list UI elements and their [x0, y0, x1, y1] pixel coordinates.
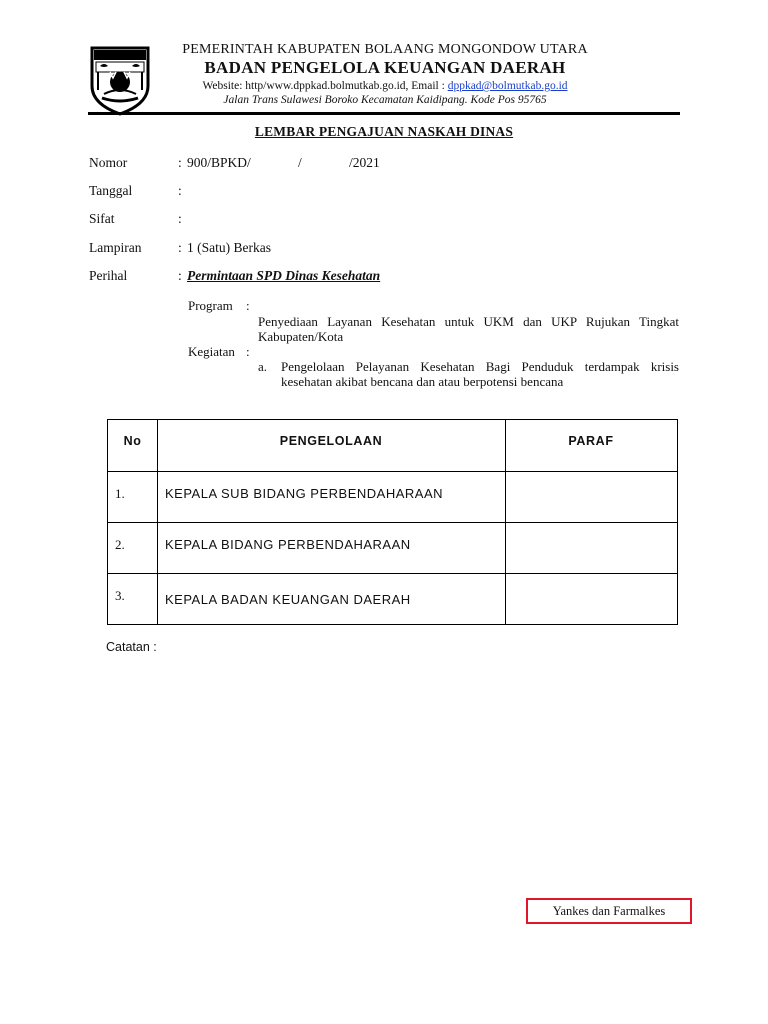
table-row-divider	[108, 573, 677, 574]
field-value-lampiran: 1 (Satu) Berkas	[187, 240, 271, 255]
agency-name: BADAN PENGELOLA KEUANGAN DAERAH	[204, 58, 566, 77]
website-text: Website: http/www.dppkad.bolmutkab.go.id, Email :	[202, 80, 448, 92]
header-divider	[88, 112, 680, 115]
table-row-divider	[108, 471, 677, 472]
field-label-lampiran: Lampiran	[89, 240, 142, 255]
table-row-pengelolaan: KEPALA SUB BIDANG PERBENDAHARAAN	[165, 486, 444, 501]
field-value-perihal: Permintaan SPD Dinas Kesehatan	[187, 268, 381, 283]
kegiatan-item-letter: a.	[258, 359, 268, 374]
field-label-nomor: Nomor	[89, 155, 128, 170]
email-link[interactable]: dppkad@bolmutkab.go.id	[447, 80, 568, 92]
column-header-pengelolaan: PENGELOLAAN	[279, 434, 383, 448]
field-colon: :	[178, 155, 182, 170]
contact-line	[160, 80, 610, 92]
table-row-pengelolaan: KEPALA BADAN KEUANGAN DAERAH	[165, 592, 411, 607]
column-header-paraf: PARAF	[568, 434, 614, 448]
field-colon: :	[178, 211, 182, 226]
column-header-no: No	[123, 434, 142, 448]
field-label-perihal: Perihal	[89, 268, 128, 283]
notes-label: Catatan :	[106, 640, 157, 654]
approval-table	[107, 419, 678, 625]
table-row-number: 1.	[115, 486, 125, 501]
table-row-number: 3.	[115, 588, 125, 603]
field-label-sifat: Sifat	[89, 211, 115, 226]
table-row-number: 2.	[115, 537, 125, 552]
table-row-divider	[108, 522, 677, 523]
table-row-pengelolaan: KEPALA BIDANG PERBENDAHARAAN	[165, 537, 411, 552]
kegiatan-label: Kegiatan	[188, 344, 235, 359]
government-name: PEMERINTAH KABUPATEN BOLAANG MONGONDOW UTARA	[182, 42, 588, 57]
field-colon: :	[178, 240, 182, 255]
field-value-nomor: 900/BPKD/ / /2021	[187, 155, 380, 170]
division-label-box: Yankes dan Farmalkes	[526, 898, 692, 924]
kegiatan-colon: :	[246, 344, 250, 359]
kegiatan-text: Pengelolaan Pelayanan Kesehatan Bagi Penduduk terdampak krisis kesehatan akibat bencana dan atau berpotensi bencana	[281, 359, 679, 389]
program-colon: :	[246, 298, 250, 313]
document-title: LEMBAR PENGAJUAN NASKAH DINAS	[254, 124, 514, 139]
program-text: Penyediaan Layanan Kesehatan untuk UKM dan UKP Rujukan Tingkat Kabupaten/Kota	[258, 314, 679, 344]
field-label-tanggal: Tanggal	[89, 183, 133, 198]
regency-emblem-logo	[88, 42, 152, 116]
address-line: Jalan Trans Sulawesi Boroko Kecamatan Kaidipang. Kode Pos 95765	[223, 94, 547, 106]
field-colon: :	[178, 183, 182, 198]
program-label: Program	[188, 298, 233, 313]
field-colon: :	[178, 268, 182, 283]
